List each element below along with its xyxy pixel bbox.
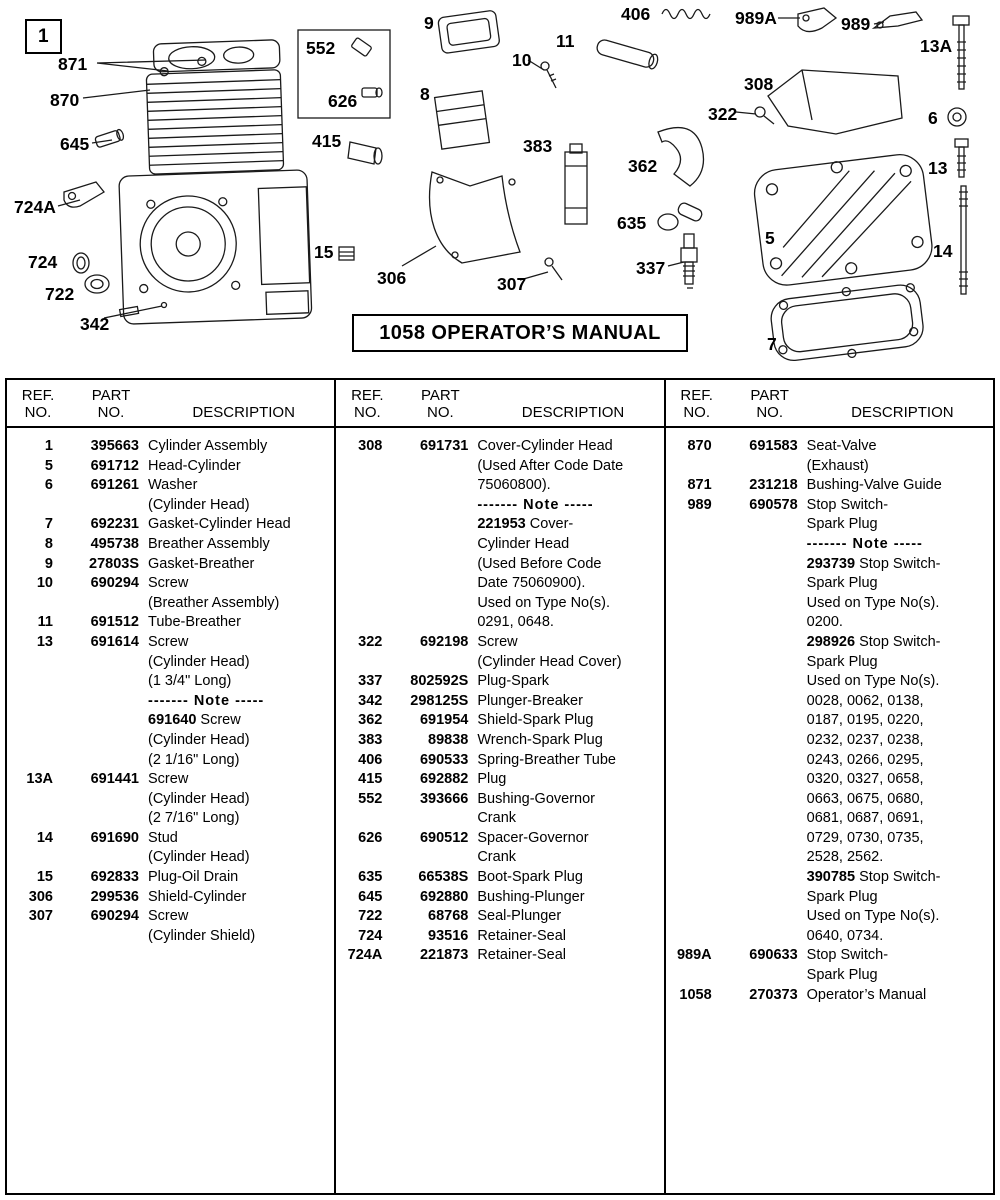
callout-13: 13	[928, 158, 948, 178]
part-row-line: Crank	[477, 849, 517, 866]
part-row-line: 9 27803S Gasket-Breather	[44, 555, 255, 572]
callout-8: 8	[420, 84, 430, 104]
part-row-line: 1 395663 Cylinder Assembly	[44, 438, 268, 454]
callout-14: 14	[933, 241, 953, 261]
callout-342: 342	[80, 314, 110, 334]
callout-626: 626	[328, 91, 358, 111]
parts-table	[5, 378, 995, 1195]
part-row-line: 13 691614 Screw	[36, 633, 189, 650]
part-row-line: 1058 270373 Operator’s Manual	[679, 986, 927, 1003]
part-row-line: 406 690533 Spring-Breather Tube	[358, 751, 616, 768]
part-row-line: 342 298125S Plunger-Breaker	[358, 692, 583, 709]
part-row-line: 626 690512 Spacer-Governor	[358, 829, 589, 846]
callout-13A: 13A	[920, 36, 953, 56]
callout-415: 415	[312, 131, 342, 151]
part-row-line: Spark Plug	[806, 888, 878, 905]
part-row-line: 5 691712 Head-Cylinder	[44, 457, 241, 474]
part-row-line: (Cylinder Shield)	[148, 927, 256, 944]
part-row-line: 362 691954 Shield-Spark Plug	[358, 712, 594, 729]
header-part-no: PART NO.	[750, 387, 789, 421]
operators-manual-label	[352, 314, 688, 352]
callout-306: 306	[377, 268, 407, 288]
part-row-line: Crank	[477, 810, 517, 827]
part-row-line: 2528, 2562.	[806, 849, 884, 866]
callout-6: 6	[928, 108, 938, 128]
part-row-line: 691640 Screw	[148, 712, 241, 729]
part-row-line: 11 691512 Tube-Breather	[37, 614, 241, 631]
part-row-line: (2 1/16" Long)	[148, 751, 240, 768]
part-row-line: 13A 691441 Screw	[26, 771, 189, 788]
operators-manual-text: 1058 OPERATOR’S MANUAL	[379, 321, 661, 344]
header-description: DESCRIPTION	[192, 404, 295, 421]
part-row-line: 0291, 0648.	[477, 614, 554, 631]
part-row-line: 15 692833 Plug-Oil Drain	[36, 869, 239, 886]
callout-9: 9	[424, 13, 434, 33]
part-row-line: 390785 Stop Switch-	[806, 869, 941, 886]
callout-871: 871	[58, 54, 88, 74]
callout-870: 870	[50, 90, 80, 110]
part-row-line: 14 691690 Stud	[36, 829, 178, 846]
part-row-line: 6 691261 Washer	[44, 477, 198, 494]
part-row-line: Spark Plug	[806, 516, 878, 533]
parts-rows	[7, 428, 334, 946]
part-row-line: (Cylinder Head)	[148, 849, 250, 866]
part-row-line: (2 7/16" Long)	[148, 810, 240, 827]
part-row-line: 10 690294 Screw	[36, 575, 189, 592]
callout-645: 645	[60, 134, 90, 154]
header-ref-no: REF. NO.	[680, 387, 713, 421]
part-row-line: (Exhaust)	[806, 457, 869, 474]
part-row-line: Used on Type No(s).	[477, 594, 611, 611]
part-row-line: 306 299536 Shield-Cylinder	[28, 888, 247, 905]
part-row-line: 0187, 0195, 0220,	[806, 712, 924, 729]
part-row-line: 308 691731 Cover-Cylinder Head	[358, 438, 613, 454]
callout-10: 10	[512, 50, 532, 70]
header-ref-no: REF. NO.	[351, 387, 384, 421]
part-row-line: 989 690578 Stop Switch-	[687, 496, 889, 513]
part-row-line: 635 66538S Boot-Spark Plug	[358, 869, 583, 886]
callout-383: 383	[523, 136, 553, 156]
part-row-line: Used on Type No(s).	[806, 673, 940, 690]
parts-rows	[666, 428, 993, 1005]
callout-307: 307	[497, 274, 527, 294]
part-row-line: 221953 Cover-	[477, 516, 574, 533]
part-row-line: (Breather Assembly)	[148, 594, 280, 611]
callout-1: 1	[25, 19, 62, 54]
callout-724: 724	[28, 252, 58, 272]
part-row-line: (Cylinder Head)	[148, 731, 250, 748]
part-row-line: 0200.	[806, 614, 843, 631]
part-row-line: 0663, 0675, 0680,	[806, 790, 924, 807]
parts-table-column-2	[336, 380, 665, 1193]
part-row-line: Spark Plug	[806, 967, 878, 984]
part-row-line: Used on Type No(s).	[806, 594, 940, 611]
part-row-line: (Cylinder Head Cover)	[477, 653, 622, 670]
part-row-line: (Cylinder Head)	[148, 653, 250, 670]
part-row-line: 0232, 0237, 0238,	[806, 731, 924, 748]
part-row-line: 871 231218 Bushing-Valve Guide	[687, 477, 942, 494]
part-row-line: 8 495738 Breather Assembly	[44, 535, 270, 552]
parts-rows	[336, 428, 663, 966]
callout-5: 5	[765, 228, 775, 248]
callout-635: 635	[617, 213, 647, 233]
header-ref-no: REF. NO.	[21, 387, 55, 421]
header-description: DESCRIPTION	[521, 404, 625, 421]
part-row-line: (Used Before Code	[477, 555, 602, 572]
part-row-line: Spark Plug	[806, 653, 878, 670]
callout-406: 406	[621, 4, 651, 24]
callout-552: 552	[306, 38, 336, 58]
part-row-line: 870 691583 Seat-Valve	[687, 438, 877, 454]
part-row-line: 0729, 0730, 0735,	[806, 829, 924, 846]
part-row-line: 0681, 0687, 0691,	[806, 810, 924, 827]
table-header	[666, 380, 993, 428]
callout-7: 7	[767, 334, 777, 354]
part-row-line: (Used After Code Date	[477, 457, 624, 474]
part-row-line: 383 89838 Wrench-Spark Plug	[358, 731, 603, 748]
part-row-line: 0640, 0734.	[806, 927, 884, 944]
part-row-line: 307 690294 Screw	[28, 908, 189, 925]
part-row-line: Cylinder Head	[477, 535, 570, 552]
part-row-line: Used on Type No(s).	[806, 908, 940, 925]
callout-362: 362	[628, 156, 658, 176]
part-row-line: 0028, 0062, 0138,	[806, 692, 924, 709]
callout-989: 989	[841, 14, 871, 34]
part-row-line: Date 75060900).	[477, 575, 586, 592]
part-row-line: 337 802592S Plug-Spark	[358, 673, 550, 690]
callout-724A: 724A	[14, 197, 56, 217]
part-row-line: (1 3/4" Long)	[148, 673, 232, 690]
parts-table-column-1	[7, 380, 336, 1193]
exploded-diagram	[0, 0, 1000, 376]
part-row-line: ------- Note -----	[477, 496, 594, 513]
part-row-line: 7 692231 Gasket-Cylinder Head	[44, 516, 291, 533]
part-row-line: (Cylinder Head)	[148, 496, 250, 513]
part-row-line: ------- Note -----	[148, 692, 265, 709]
part-row-line: 0320, 0327, 0658,	[806, 771, 924, 788]
parts-table-column-3	[666, 380, 993, 1193]
part-row-line: 722 68768 Seal-Plunger	[358, 908, 562, 925]
callout-11: 11	[556, 31, 575, 51]
callout-989A: 989A	[735, 8, 777, 28]
header-part-no: PART NO.	[91, 387, 131, 421]
part-row-line: 724 93516 Retainer-Seal	[358, 927, 566, 944]
part-row-line: 552 393666 Bushing-Governor	[358, 790, 595, 807]
header-description: DESCRIPTION	[851, 404, 954, 421]
callout-322: 322	[708, 104, 738, 124]
part-row-line: ------- Note -----	[806, 535, 923, 552]
table-header	[7, 380, 334, 428]
part-row-line: 322 692198 Screw	[358, 633, 518, 650]
callout-722: 722	[45, 284, 75, 304]
part-row-line: 75060800).	[477, 477, 551, 494]
part-row-line: (Cylinder Head)	[148, 790, 250, 807]
callout-337: 337	[636, 258, 666, 278]
callout-308: 308	[744, 74, 774, 94]
callout-15: 15	[314, 242, 334, 262]
part-row-line: Spark Plug	[806, 575, 878, 592]
part-row-line: 724A 221873 Retainer-Seal	[347, 947, 566, 964]
part-row-line: 989A 690633 Stop Switch-	[676, 947, 889, 964]
part-row-line: 645 692880 Bushing-Plunger	[358, 888, 585, 905]
table-header	[336, 380, 663, 428]
part-row-line: 0243, 0266, 0295,	[806, 751, 924, 768]
header-part-no: PART NO.	[421, 387, 460, 421]
part-row-line: 298926 Stop Switch-	[806, 633, 941, 650]
part-row-line: 293739 Stop Switch-	[806, 555, 941, 572]
part-row-line: 415 692882 Plug	[358, 771, 507, 788]
